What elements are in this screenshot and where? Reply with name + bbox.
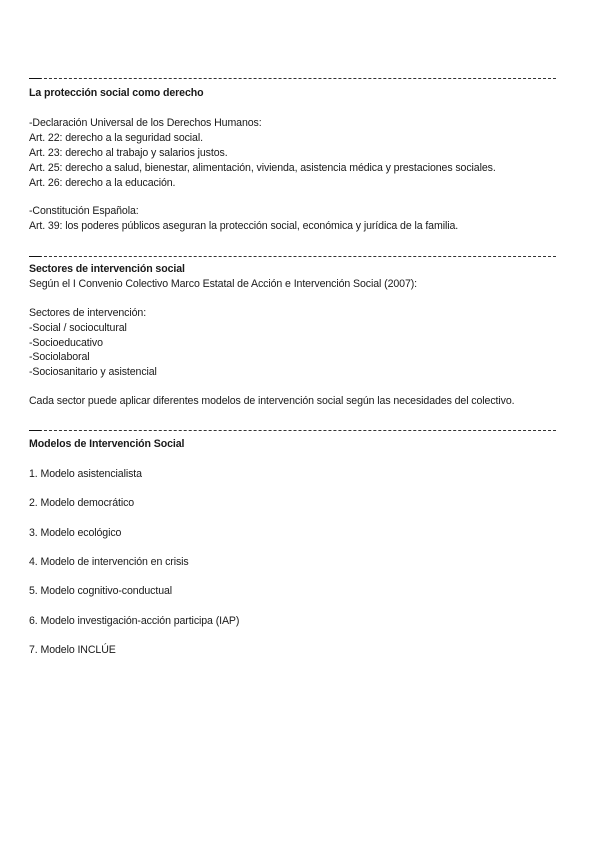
section-divider (29, 430, 556, 431)
sector-item: -Sociolaboral (29, 351, 90, 363)
convenio-intro: Según el I Convenio Colectivo Marco Estatal de Acción e Intervención Social (2007): (29, 278, 418, 290)
model-item: 3. Modelo ecológico (29, 527, 122, 539)
sectors-label: Sectores de intervención: (29, 307, 147, 319)
model-item: 1. Modelo asistencialista (29, 468, 142, 480)
article-line: Art. 23: derecho al trabajo y salarios justos. (29, 147, 228, 159)
section-heading-proteccion: La protección social como derecho (29, 87, 204, 99)
model-item: 4. Modelo de intervención en crisis (29, 556, 189, 568)
sector-note: Cada sector puede aplicar diferentes modelos de intervención social según las necesidades del colectivo. (29, 395, 515, 407)
sector-item: -Social / sociocultural (29, 322, 127, 334)
section-divider (29, 78, 556, 79)
article-line: Art. 26: derecho a la educación. (29, 177, 176, 189)
model-item: 5. Modelo cognitivo-conductual (29, 585, 173, 597)
sector-item: -Socioeducativo (29, 337, 103, 349)
model-item: 7. Modelo INCLÚE (29, 644, 116, 656)
constitution-label: -Constitución Española: (29, 205, 139, 217)
section-divider (29, 256, 556, 257)
model-item: 6. Modelo investigación-acción participa (IAP) (29, 615, 240, 627)
constitution-article: Art. 39: los poderes públicos aseguran la protección social, económica y jurídica de la familia. (29, 220, 459, 232)
model-item: 2. Modelo democrático (29, 497, 135, 509)
article-line: Art. 22: derecho a la seguridad social. (29, 132, 203, 144)
sector-item: -Sociosanitario y asistencial (29, 366, 157, 378)
declaration-label: -Declaración Universal de los Derechos Humanos: (29, 117, 262, 129)
article-line: Art. 25: derecho a salud, bienestar, alimentación, vivienda, asistencia médica y prestaciones sociales. (29, 162, 496, 174)
section-heading-sectores: Sectores de intervención social (29, 263, 185, 275)
section-heading-modelos: Modelos de Intervención Social (29, 438, 185, 450)
